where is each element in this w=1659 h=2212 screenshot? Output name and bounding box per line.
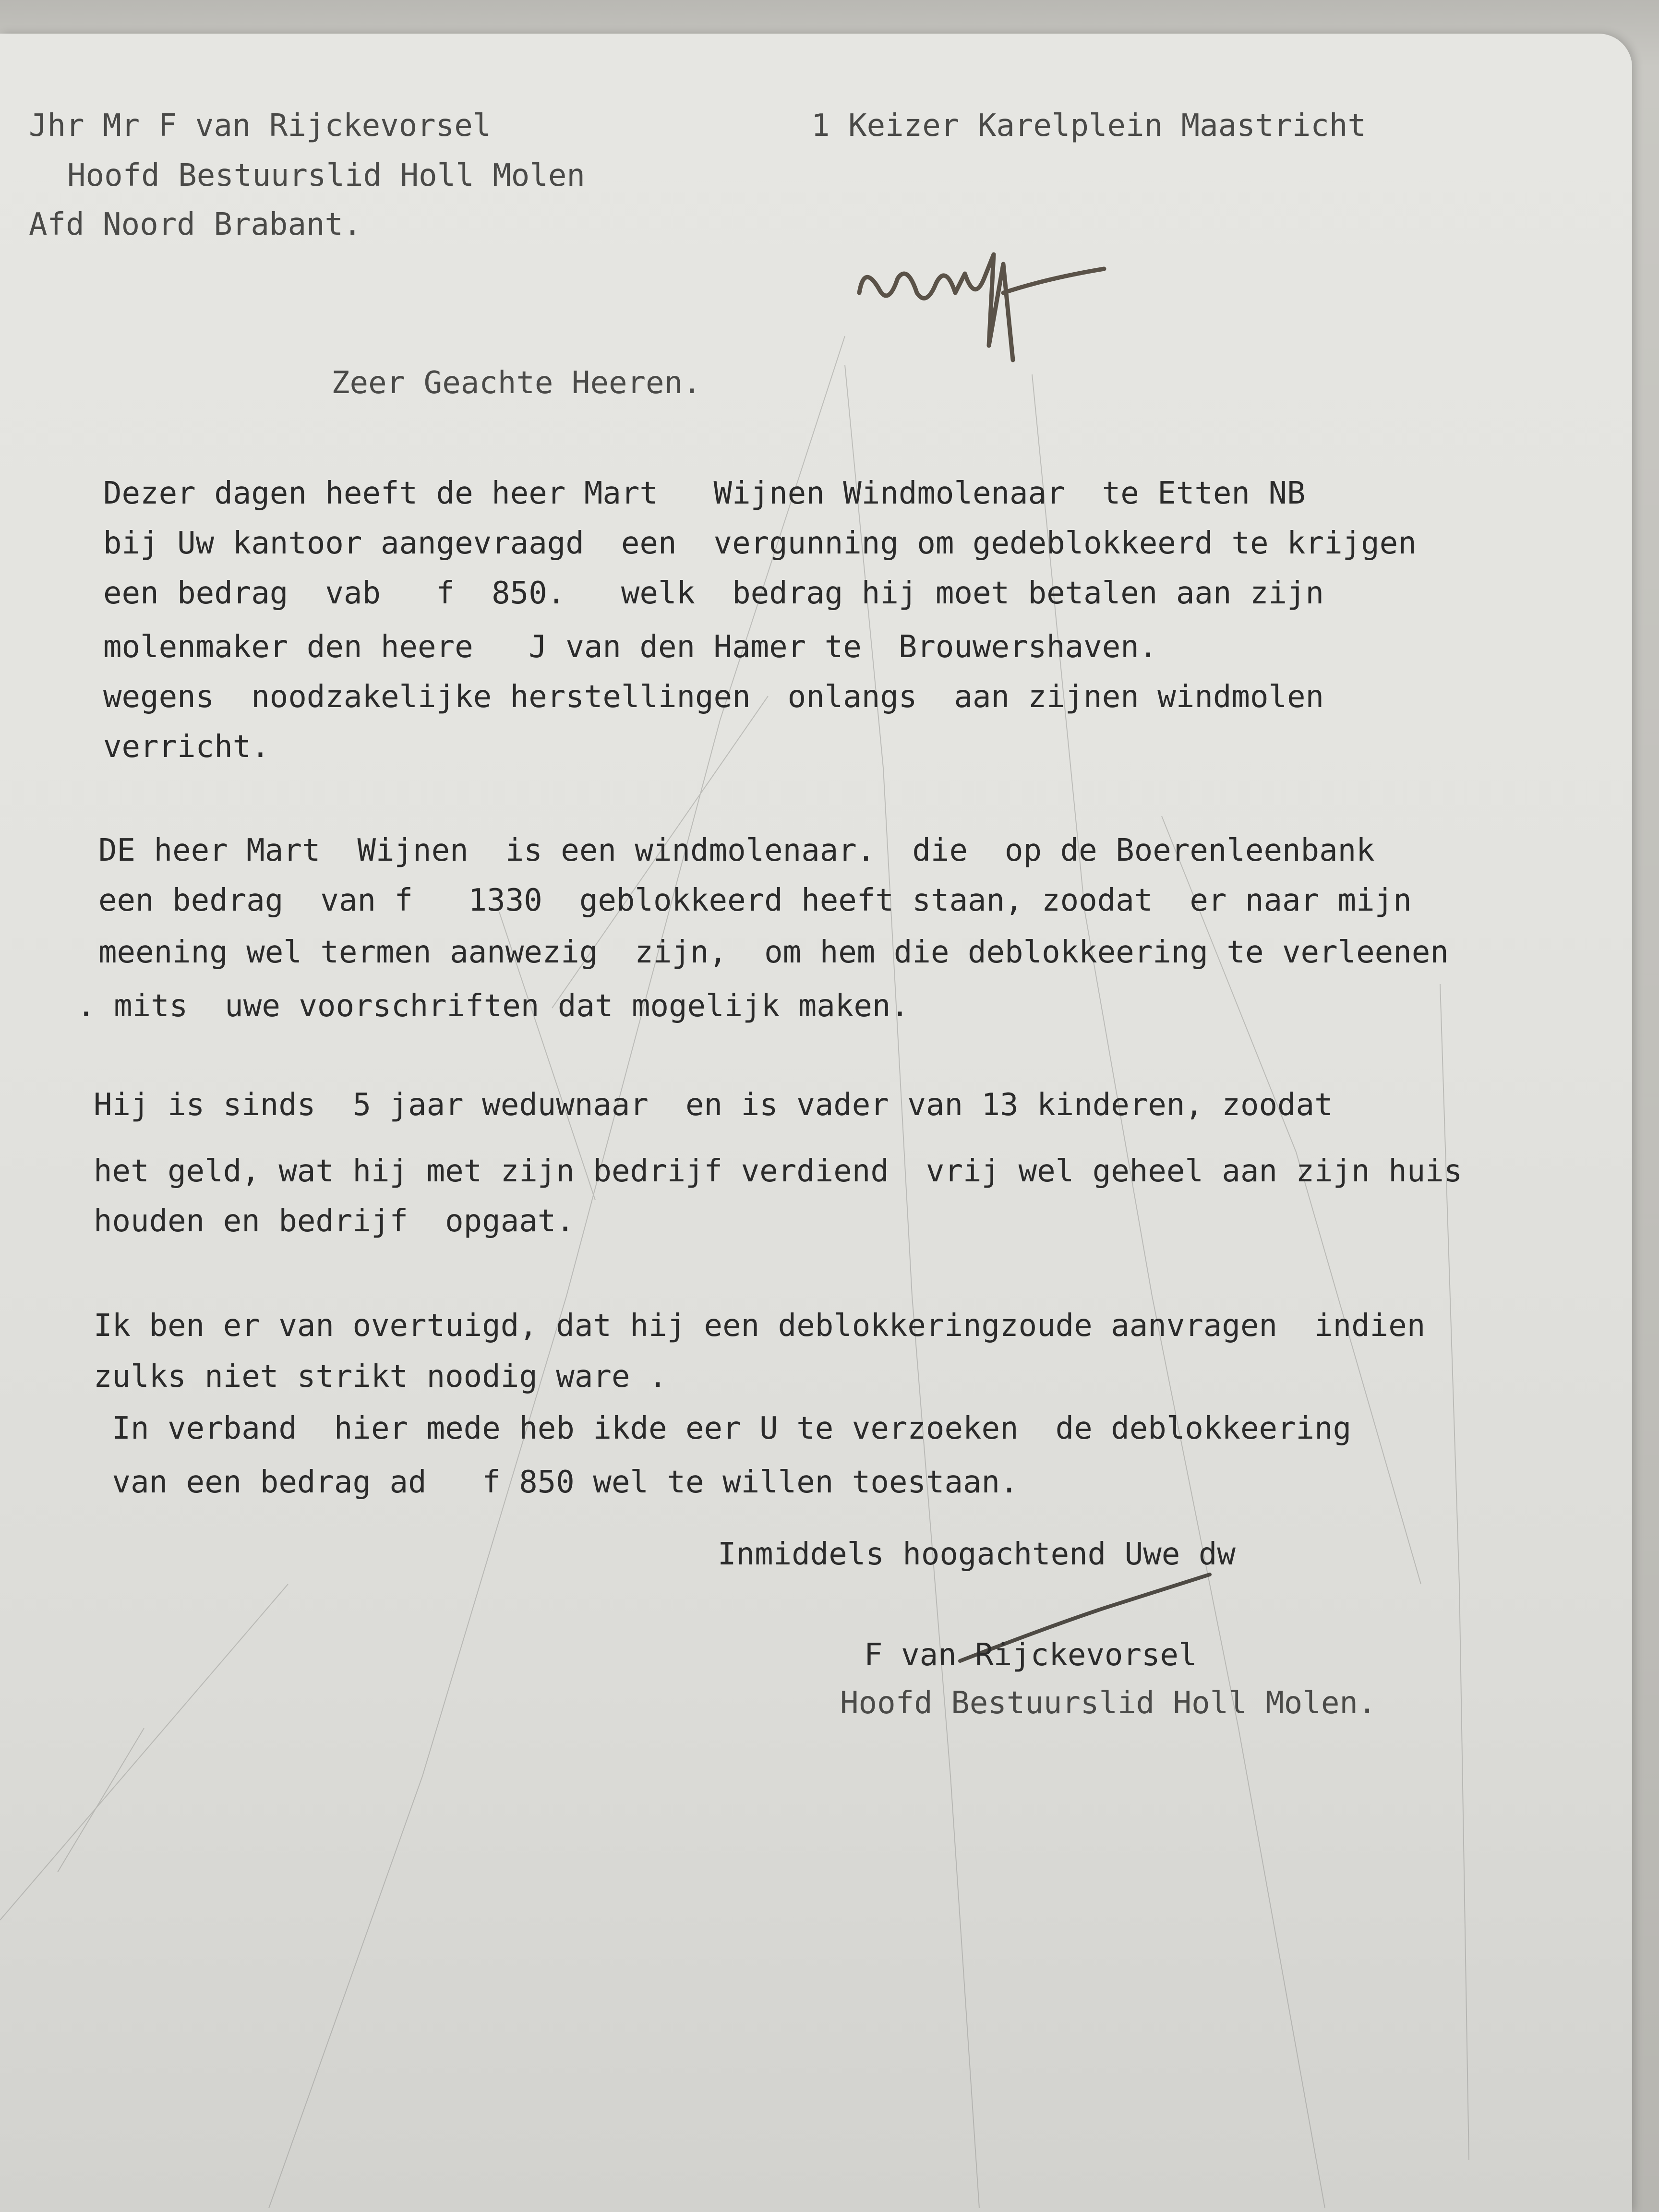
body-line: Hij is sinds 5 jaar weduwnaar en is vader van 13 kinderen, zoodat	[94, 1087, 1333, 1123]
sender-department: Afd Noord Brabant.	[29, 207, 362, 242]
body-line: een bedrag van f 1330 geblokkeerd heeft staan, zoodat er naar mijn	[98, 883, 1412, 918]
body-line: DE heer Mart Wijnen is een windmolenaar. die op de Boerenleenbank	[98, 833, 1375, 868]
body-line: van een bedrag ad f 850 wel te willen toestaan.	[94, 1465, 1019, 1500]
sender-title: Hoofd Bestuurslid Holl Molen	[67, 158, 585, 193]
body-line: wegens noodzakelijke herstellingen onlangs aan zijnen windmolen	[103, 679, 1324, 715]
body-line: Dezer dagen heeft de heer Mart Wijnen Windmolenaar te Etten NB	[103, 476, 1306, 511]
body-line: houden en bedrijf opgaat.	[94, 1203, 575, 1239]
body-line: meening wel termen aanwezig zijn, om hem die deblokkeering te verleenen	[98, 935, 1449, 970]
closing-line: Inmiddels hoogachtend Uwe dw	[718, 1537, 1236, 1572]
signatory-title: Hoofd Bestuurslid Holl Molen.	[840, 1685, 1377, 1721]
body-line: zulks niet strikt noodig ware .	[94, 1359, 667, 1395]
body-line: verricht.	[103, 729, 270, 765]
body-line: Ik ben er van overtuigd, dat hij een deblokkeringzoude aanvragen indien	[94, 1308, 1426, 1344]
signatory-name: F van Rijckevorsel	[864, 1637, 1197, 1673]
body-line: . mits uwe voorschriften dat mogelijk maken.	[77, 988, 909, 1024]
body-line: een bedrag vab f 850. welk bedrag hij moet betalen aan zijn	[103, 576, 1324, 611]
body-line: In verband hier mede heb ikde eer U te verzoeken de deblokkeering	[94, 1411, 1352, 1446]
body-line: molenmaker den heere J van den Hamer te Brouwershaven.	[103, 629, 1158, 665]
sender-name: Jhr Mr F van Rijckevorsel	[29, 108, 492, 144]
handwritten-initials	[845, 235, 1114, 379]
salutation: Zeer Geachte Heeren.	[331, 365, 701, 401]
sender-address: 1 Keizer Karelplein Maastricht	[811, 108, 1366, 144]
body-line: bij Uw kantoor aangevraagd een vergunning om gedeblokkeerd te krijgen	[103, 526, 1417, 561]
body-line: het geld, wat hij met zijn bedrijf verdiend vrij wel geheel aan zijn huis	[94, 1154, 1463, 1189]
